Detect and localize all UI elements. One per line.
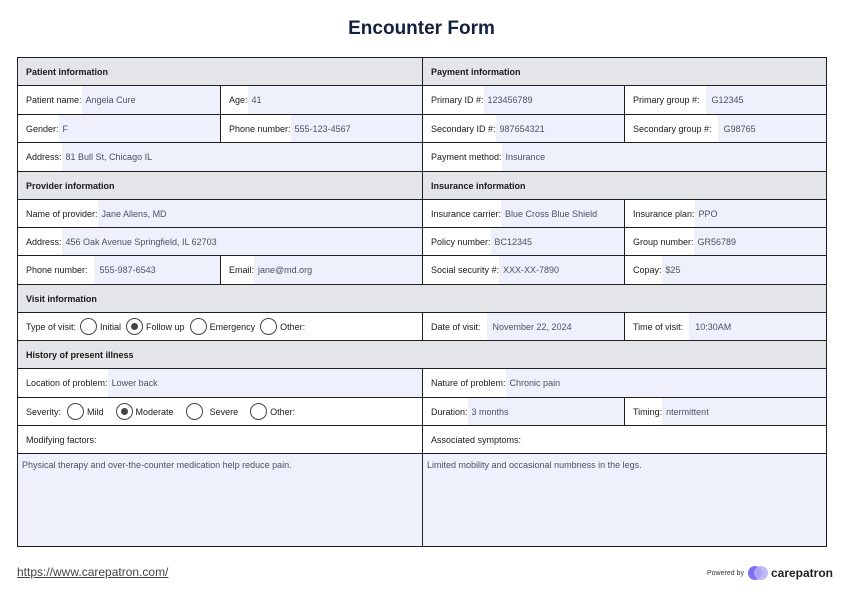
insurance-plan-input[interactable]: PPO bbox=[695, 200, 826, 227]
powered-by-badge bbox=[707, 566, 833, 580]
visit-date-input[interactable]: November 22, 2024 bbox=[487, 313, 624, 340]
policy-number-field bbox=[422, 228, 624, 255]
problem-location-field bbox=[18, 369, 422, 397]
field-label: Nature of problem: bbox=[431, 378, 506, 388]
form-row bbox=[18, 86, 826, 115]
field-label: Secondary group #: bbox=[633, 123, 712, 134]
radio-severity-other[interactable] bbox=[250, 403, 267, 420]
problem-nature-input[interactable]: Chronic pain bbox=[506, 369, 826, 397]
radio-label-follow-up: Follow up bbox=[146, 321, 185, 332]
carepatron-url-link[interactable]: https://www.carepatron.com/ bbox=[17, 565, 169, 579]
radio-label-emergency: Emergency bbox=[209, 321, 256, 332]
field-label: Insurance carrier: bbox=[431, 208, 502, 219]
field-label: Age: bbox=[229, 95, 248, 105]
field-label: Email: bbox=[229, 265, 255, 275]
field-label: Timing: bbox=[633, 406, 663, 417]
encounter-form bbox=[17, 57, 827, 547]
carepatron-logo bbox=[748, 566, 833, 580]
age-field bbox=[220, 86, 422, 114]
form-row bbox=[18, 369, 826, 398]
field-label: Address: bbox=[26, 236, 62, 247]
secondary-id-input[interactable]: 987654321 bbox=[496, 115, 624, 142]
modifying-factors-textarea[interactable]: Physical therapy and over-the-counter medication help reduce pain. bbox=[18, 454, 422, 546]
timing-input[interactable]: ntermittent bbox=[662, 398, 826, 425]
copay-input[interactable]: $25 bbox=[662, 256, 826, 284]
section-header-payment: Payment information bbox=[422, 58, 826, 85]
form-row bbox=[18, 143, 826, 172]
field-label: Location of problem: bbox=[26, 378, 108, 388]
modifying-factors-label-cell bbox=[18, 426, 422, 453]
form-row bbox=[18, 115, 826, 143]
provider-address-field bbox=[18, 228, 422, 255]
field-label: Phone number: bbox=[229, 123, 291, 134]
primary-group-input[interactable]: G12345 bbox=[706, 86, 826, 114]
radio-label-other: Other: bbox=[280, 321, 306, 332]
section-header-visit: Visit information bbox=[18, 285, 826, 312]
payment-method-field bbox=[422, 143, 826, 171]
primary-id-input[interactable]: 123456789 bbox=[484, 86, 624, 114]
provider-address-input[interactable]: 456 Oak Avenue Springfield, IL 62703 bbox=[62, 228, 422, 255]
field-label: Type of visit: bbox=[26, 321, 77, 332]
radio-mild[interactable] bbox=[67, 403, 84, 420]
radio-other[interactable] bbox=[260, 318, 277, 335]
radio-emergency[interactable] bbox=[190, 318, 207, 335]
field-label: Primary group #: bbox=[633, 95, 700, 105]
provider-phone-input[interactable]: 555-987-6543 bbox=[94, 256, 220, 284]
radio-moderate[interactable] bbox=[116, 403, 133, 420]
radio-follow-up[interactable] bbox=[126, 318, 143, 335]
section-header-patient: Patient information bbox=[18, 58, 422, 85]
group-number-field bbox=[624, 228, 826, 255]
radio-label-moderate: Moderate bbox=[135, 406, 174, 417]
patient-address-input[interactable]: 81 Bull St, Chicago IL bbox=[62, 143, 422, 171]
radio-label-severity-other: Other: bbox=[270, 406, 296, 417]
field-label: Phone number: bbox=[26, 265, 88, 275]
field-label: Policy number: bbox=[431, 236, 491, 247]
radio-label-mild: Mild bbox=[87, 406, 104, 417]
field-label: Group number: bbox=[633, 236, 694, 247]
radio-severe[interactable] bbox=[186, 403, 203, 420]
modifying-factors-cell bbox=[18, 454, 422, 546]
radio-initial[interactable] bbox=[80, 318, 97, 335]
provider-phone-field bbox=[18, 256, 220, 284]
visit-type-field bbox=[18, 313, 422, 340]
form-row bbox=[18, 200, 826, 228]
field-label: Severity: bbox=[26, 406, 62, 417]
page-title: Encounter Form bbox=[348, 18, 495, 39]
associated-symptoms-cell bbox=[422, 454, 826, 546]
ssn-field bbox=[422, 256, 624, 284]
section-header-provider: Provider information bbox=[18, 172, 422, 199]
duration-field bbox=[422, 398, 624, 425]
policy-number-input[interactable]: BC12345 bbox=[491, 228, 624, 255]
provider-name-field bbox=[18, 200, 422, 227]
copay-field bbox=[624, 256, 826, 284]
visit-date-field bbox=[422, 313, 624, 340]
secondary-group-field bbox=[624, 115, 826, 142]
field-label: Payment method: bbox=[431, 152, 502, 162]
problem-location-input[interactable]: Lower back bbox=[108, 369, 422, 397]
header-row-provider-insurance bbox=[18, 172, 826, 200]
provider-email-field bbox=[220, 256, 422, 284]
carepatron-brand-name: carepatron bbox=[770, 566, 833, 580]
insurance-carrier-input[interactable]: Blue Cross Blue Shield bbox=[501, 200, 624, 227]
form-row bbox=[18, 256, 826, 285]
provider-name-input[interactable]: Jane Allens, MD bbox=[98, 200, 422, 227]
field-label: Date of visit: bbox=[431, 321, 481, 332]
radio-label-initial: Initial bbox=[100, 321, 122, 332]
patient-name-input[interactable]: Angela Cure bbox=[82, 86, 220, 114]
header-row-history bbox=[18, 341, 826, 369]
powered-by-label: Powered by bbox=[707, 569, 744, 577]
field-label: Social security #: bbox=[431, 265, 500, 275]
field-label: Patient name: bbox=[26, 95, 82, 105]
phone-field bbox=[220, 115, 422, 142]
header-row-patient-payment bbox=[18, 58, 826, 86]
field-label: Gender: bbox=[26, 123, 59, 134]
field-label: Copay: bbox=[633, 265, 662, 275]
secondary-id-field bbox=[422, 115, 624, 142]
problem-nature-field bbox=[422, 369, 826, 397]
carepatron-logo-icon bbox=[748, 566, 768, 580]
phone-input[interactable]: 555-123-4567 bbox=[291, 115, 422, 142]
field-label: Secondary ID #: bbox=[431, 123, 496, 134]
insurance-plan-field bbox=[624, 200, 826, 227]
field-label: Address: bbox=[26, 152, 62, 162]
duration-input[interactable]: 3 months bbox=[468, 398, 624, 425]
radio-label-severe: Severe bbox=[209, 406, 239, 417]
secondary-group-input[interactable]: G98765 bbox=[718, 115, 826, 142]
field-label: Duration: bbox=[431, 406, 468, 417]
visit-time-field bbox=[624, 313, 826, 340]
gender-field bbox=[18, 115, 220, 142]
primary-group-field bbox=[624, 86, 826, 114]
form-row bbox=[18, 398, 826, 426]
section-header-history: History of present illness bbox=[18, 341, 826, 368]
ssn-input[interactable]: XXX-XX-7890 bbox=[499, 256, 624, 284]
group-number-input[interactable]: GR56789 bbox=[694, 228, 826, 255]
associated-symptoms-textarea[interactable]: Limited mobility and occasional numbness in the legs. bbox=[423, 454, 826, 546]
primary-id-field bbox=[422, 86, 624, 114]
visit-time-input[interactable]: 10:30AM bbox=[689, 313, 826, 340]
timing-field bbox=[624, 398, 826, 425]
age-input[interactable]: 41 bbox=[248, 86, 422, 114]
associated-symptoms-label-cell bbox=[422, 426, 826, 453]
field-label: Time of visit: bbox=[633, 321, 684, 332]
header-row-visit bbox=[18, 285, 826, 313]
field-label: Insurance plan: bbox=[633, 208, 695, 219]
form-row bbox=[18, 454, 826, 546]
form-row bbox=[18, 313, 826, 341]
provider-email-input[interactable]: jane@md.org bbox=[254, 256, 422, 284]
form-row bbox=[18, 426, 826, 454]
form-row bbox=[18, 228, 826, 256]
field-label: Name of provider: bbox=[26, 208, 98, 219]
patient-name-field bbox=[18, 86, 220, 114]
patient-address-field bbox=[18, 143, 422, 171]
field-label: Primary ID #: bbox=[431, 95, 484, 105]
gender-input[interactable]: F bbox=[59, 115, 220, 142]
section-header-insurance: Insurance information bbox=[422, 172, 826, 199]
payment-method-input[interactable]: Insurance bbox=[502, 143, 826, 171]
severity-field bbox=[18, 398, 422, 425]
field-label: Associated symptoms: bbox=[431, 434, 522, 445]
insurance-carrier-field bbox=[422, 200, 624, 227]
field-label: Modifying factors: bbox=[26, 434, 97, 445]
